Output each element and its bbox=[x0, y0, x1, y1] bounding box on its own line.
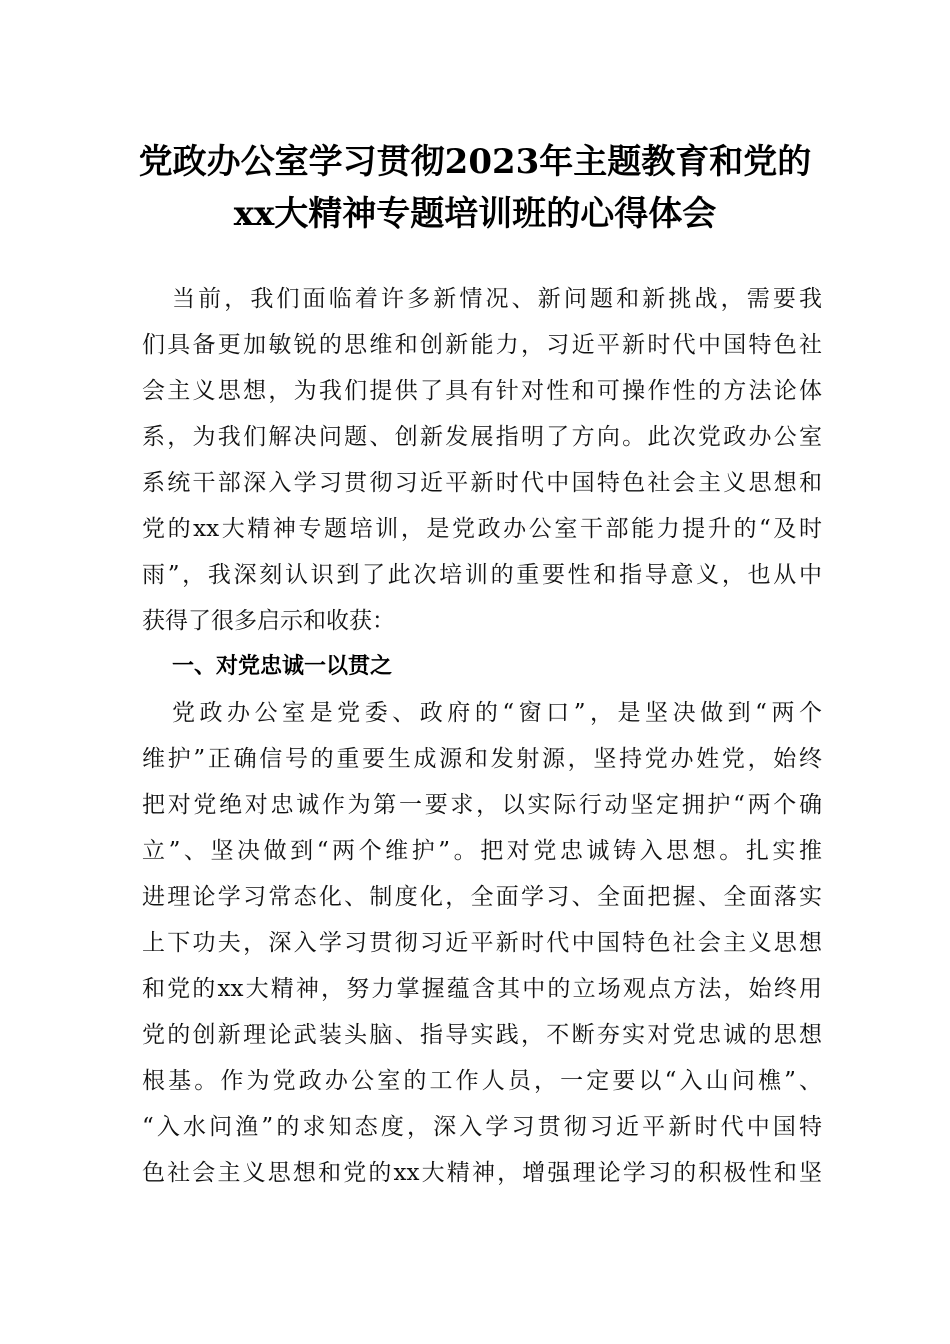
section-heading-1: 一、对党忠诚一以贯之 bbox=[172, 654, 393, 679]
text-line: 系统干部深入学习贯彻习近平新时代中国特色社会主义思想和 bbox=[142, 470, 822, 496]
paragraph-section-1 bbox=[142, 690, 822, 1196]
text-line: 会主义思想，为我们提供了具有针对性和可操作性的方法论体 bbox=[142, 378, 822, 404]
text-line: 党的xx大精神专题培训，是党政办公室干部能力提升的“及时 bbox=[142, 516, 822, 542]
text-line: 雨”，我深刻认识到了此次培训的重要性和指导意义，也从中 bbox=[142, 562, 822, 588]
text-line: 和党的xx大精神，努力掌握蕴含其中的立场观点方法，始终用 bbox=[142, 976, 822, 1002]
text-line: 把对党绝对忠诚作为第一要求，以实际行动坚定拥护“两个确 bbox=[142, 792, 822, 818]
text-line: 们具备更加敏锐的思维和创新能力，习近平新时代中国特色社 bbox=[142, 332, 822, 358]
text-line: 获得了很多启示和收获： bbox=[142, 608, 395, 634]
text-line: 根基。作为党政办公室的工作人员，一定要以“入山问樵”、 bbox=[142, 1068, 822, 1094]
text-line: 党政办公室是党委、政府的“窗口”，是坚决做到“两个 bbox=[172, 700, 822, 726]
text-line: “入水问渔”的求知态度，深入学习贯彻习近平新时代中国特 bbox=[142, 1114, 822, 1140]
text-line: 当前，我们面临着许多新情况、新问题和新挑战，需要我 bbox=[172, 286, 822, 312]
text-line: 党的创新理论武装头脑、指导实践，不断夯实对党忠诚的思想 bbox=[142, 1022, 822, 1048]
text-line: 立”、坚决做到“两个维护”。把对党忠诚铸入思想。扎实推 bbox=[142, 838, 822, 864]
text-line: 系，为我们解决问题、创新发展指明了方向。此次党政办公室 bbox=[142, 424, 822, 450]
title-line-2: xx大精神专题培训班的心得体会 bbox=[233, 194, 717, 234]
paragraph-intro bbox=[142, 276, 822, 644]
text-line: 色社会主义思想和党的xx大精神，增强理论学习的积极性和坚 bbox=[142, 1160, 822, 1186]
title-line-1: 党政办公室学习贯彻2023年主题教育和党的 bbox=[138, 142, 812, 182]
document-title bbox=[100, 136, 850, 240]
document-body bbox=[142, 276, 822, 1196]
text-line: 维护”正确信号的重要生成源和发射源，坚持党办姓党，始终 bbox=[142, 746, 822, 772]
text-line: 上下功夫，深入学习贯彻习近平新时代中国特色社会主义思想 bbox=[142, 930, 822, 956]
text-line: 进理论学习常态化、制度化，全面学习、全面把握、全面落实 bbox=[142, 884, 822, 910]
